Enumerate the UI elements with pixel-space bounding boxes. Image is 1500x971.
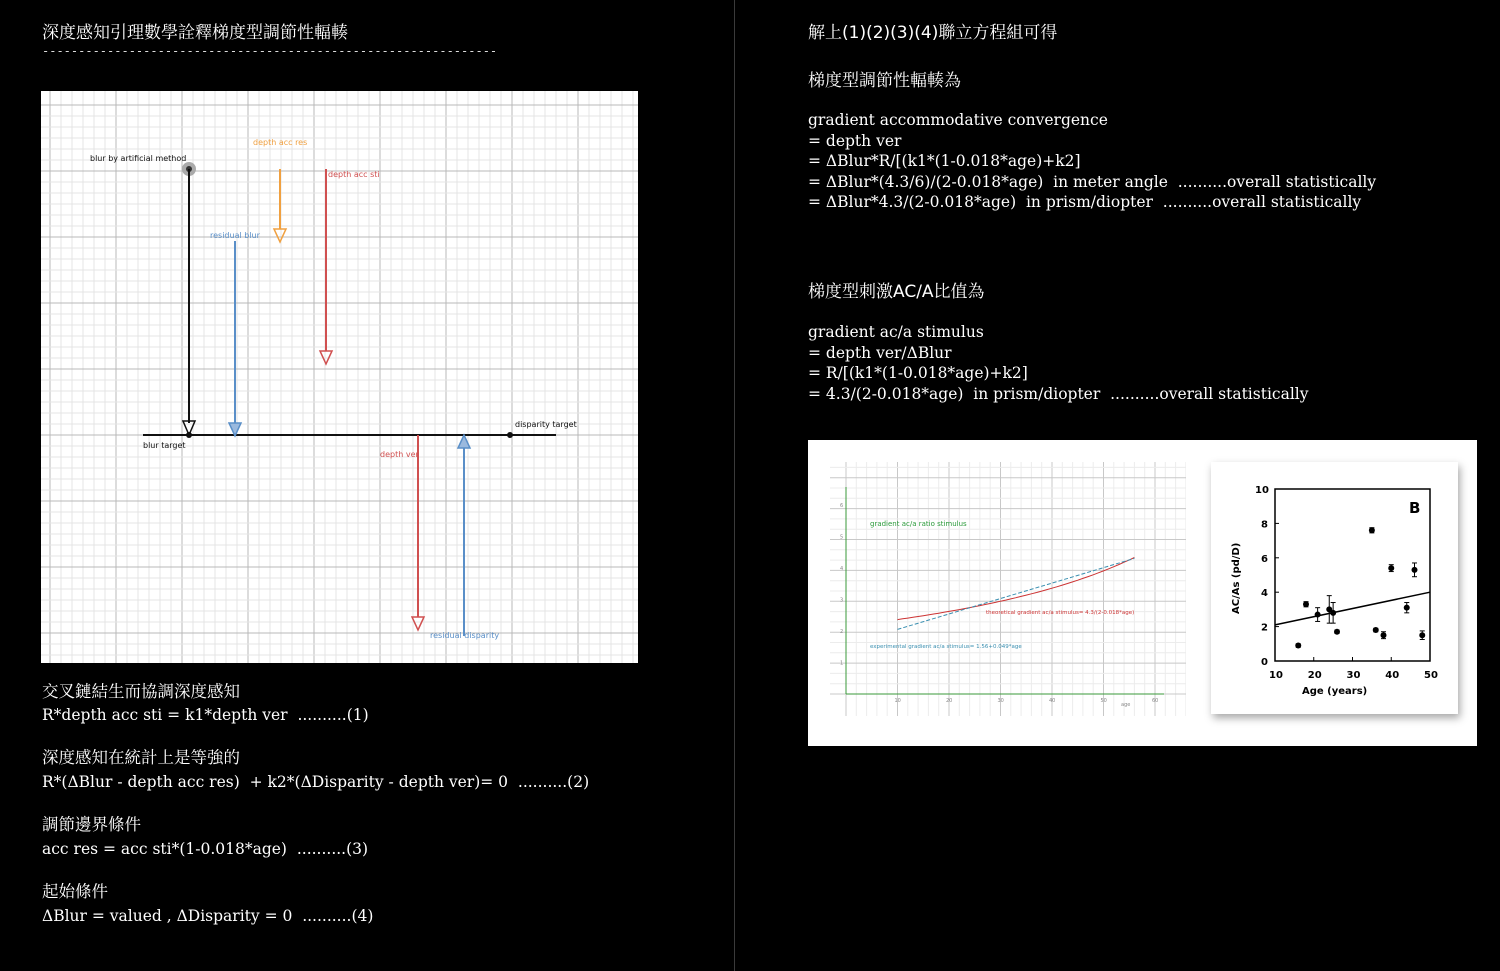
scatter-xtick: 40 — [1385, 670, 1400, 681]
block1-line: = ΔBlur*R/[(k1*(1-0.018*age)+k2] — [808, 152, 1081, 171]
scatter-point — [1334, 629, 1340, 635]
block1-line: = depth ver — [808, 131, 902, 150]
panel-letter: B — [1409, 499, 1421, 517]
graph-ytick: 4 — [840, 566, 844, 572]
graph-ytick: 3 — [840, 597, 844, 604]
graph-ytick: 6 — [840, 503, 844, 509]
block2-line: gradient ac/a stimulus — [808, 323, 984, 341]
label-depth-ver: depth ver — [380, 450, 419, 459]
scatter-ytick: 8 — [1261, 519, 1268, 531]
section-1-heading: 交叉鏈結生而協調深度感知 — [42, 682, 240, 701]
scatter-point — [1381, 632, 1387, 638]
label-disparity-target: disparity target — [515, 420, 577, 429]
graph-x-unit: age — [1121, 702, 1131, 708]
scatter-xtick: 30 — [1346, 670, 1361, 681]
scatter-ytick: 4 — [1261, 588, 1268, 600]
scatter-ytick: 10 — [1255, 485, 1269, 496]
label-blur-artificial: blur by artificial method — [90, 154, 187, 163]
equation-3: acc res = acc sti*(1-0.018*age) ..........(3) — [42, 840, 369, 858]
scatter-frame — [1275, 489, 1430, 661]
block1-lines — [808, 110, 1376, 213]
scatter-point — [1404, 605, 1410, 611]
label-residual-disparity: residual disparity — [430, 631, 500, 640]
diagram-svg — [41, 91, 638, 663]
disparity-target-dot — [507, 432, 513, 438]
graph-ytick: 5 — [840, 534, 844, 541]
section-2-heading: 深度感知在統計上是等強的 — [42, 748, 240, 767]
scatter-svg — [1211, 462, 1458, 714]
block2-lines — [808, 322, 1309, 404]
scatter-xlabel: Age (years) — [1302, 686, 1368, 697]
scatter-ylabel: AC/As (pd/D) — [1231, 542, 1242, 614]
graph-xtick: 40 — [1049, 698, 1056, 704]
graph-xtick: 10 — [894, 698, 901, 704]
section-4-heading: 起始條件 — [42, 882, 108, 901]
block2-line: = 4.3/(2-0.018*age) in prism/diopter ..........overall statistically — [808, 384, 1309, 403]
equation-1: R*depth acc sti = k1*depth ver ..........(1) — [42, 706, 369, 724]
scatter-ytick: 2 — [1261, 622, 1268, 634]
block2-line: = R/[(k1*(1-0.018*age)+k2] — [808, 364, 1028, 383]
solution-intro: 解上(1)(2)(3)(4)聯立方程組可得 — [808, 23, 1058, 43]
scatter-xtick: 10 — [1269, 670, 1283, 681]
equation-4: ΔBlur = valued , ΔDisparity = 0 ..........(4) — [42, 907, 374, 925]
equation-2: R*(ΔBlur - depth acc res) + k2*(ΔDisparity - depth ver)= 0 ..........(2) — [42, 773, 590, 791]
scatter-figure — [1211, 462, 1458, 714]
scatter-point — [1388, 565, 1394, 571]
depth-perception-diagram — [41, 91, 638, 663]
blur-target-dot — [186, 432, 192, 438]
scatter-point — [1373, 627, 1379, 633]
scatter-point — [1295, 643, 1301, 649]
title-underline: --------------------------------------------------------------- — [42, 44, 498, 58]
scatter-point — [1419, 632, 1425, 638]
experimental-label: experimental gradient ac/a stimulus= 1.56+0.049*age — [870, 644, 1022, 650]
graph-xtick: 30 — [997, 698, 1004, 704]
theoretical-label: theoretical gradient ac/a stimulus= 4.3/(2-0.018*age) — [986, 610, 1135, 616]
scatter-xtick: 20 — [1307, 670, 1322, 681]
graph-xtick: 20 — [946, 698, 953, 704]
scatter-point — [1369, 527, 1375, 533]
graph-ytick: 2 — [840, 629, 844, 635]
graph-ytick: 1 — [840, 660, 844, 667]
scatter-point — [1303, 601, 1309, 607]
block1-line: = ΔBlur*(4.3/6)/(2-0.018*age) in meter angle ..........overall statistically — [808, 172, 1377, 191]
graph-xtick: 60 — [1152, 698, 1159, 704]
label-residual-blur: residual blur — [210, 231, 260, 240]
block1-line: gradient accommodative convergence — [808, 111, 1108, 129]
label-blur-target: blur target — [143, 441, 186, 450]
scatter-point — [1412, 567, 1418, 573]
block2-line: = depth ver/ΔBlur — [808, 343, 952, 362]
graph-title: gradient ac/a ratio stimulus — [870, 520, 967, 528]
block2-heading: 梯度型刺激AC/A比值為 — [808, 282, 985, 302]
block1-line: = ΔBlur*4.3/(2-0.018*age) in prism/diopter ..........overall statistically — [808, 193, 1362, 212]
block1-heading: 梯度型調節性輻輳為 — [808, 71, 961, 91]
column-divider — [734, 0, 735, 971]
figure-panel — [808, 440, 1477, 746]
graph-xtick: 50 — [1100, 698, 1107, 704]
page-title: 深度感知引理數學詮釋梯度型調節性輻輳 — [42, 23, 348, 43]
scatter-ytick: 6 — [1261, 553, 1268, 565]
label-depth-acc-sti: depth acc sti — [328, 170, 380, 179]
experimental-line — [898, 558, 1135, 629]
gradient-ac-a-graph — [830, 462, 1186, 716]
scatter-xtick: 50 — [1424, 670, 1438, 681]
section-3-heading: 調節邊界條件 — [42, 815, 141, 834]
scatter-ytick: 0 — [1261, 657, 1268, 668]
label-depth-acc-res: depth acc res — [253, 138, 308, 147]
